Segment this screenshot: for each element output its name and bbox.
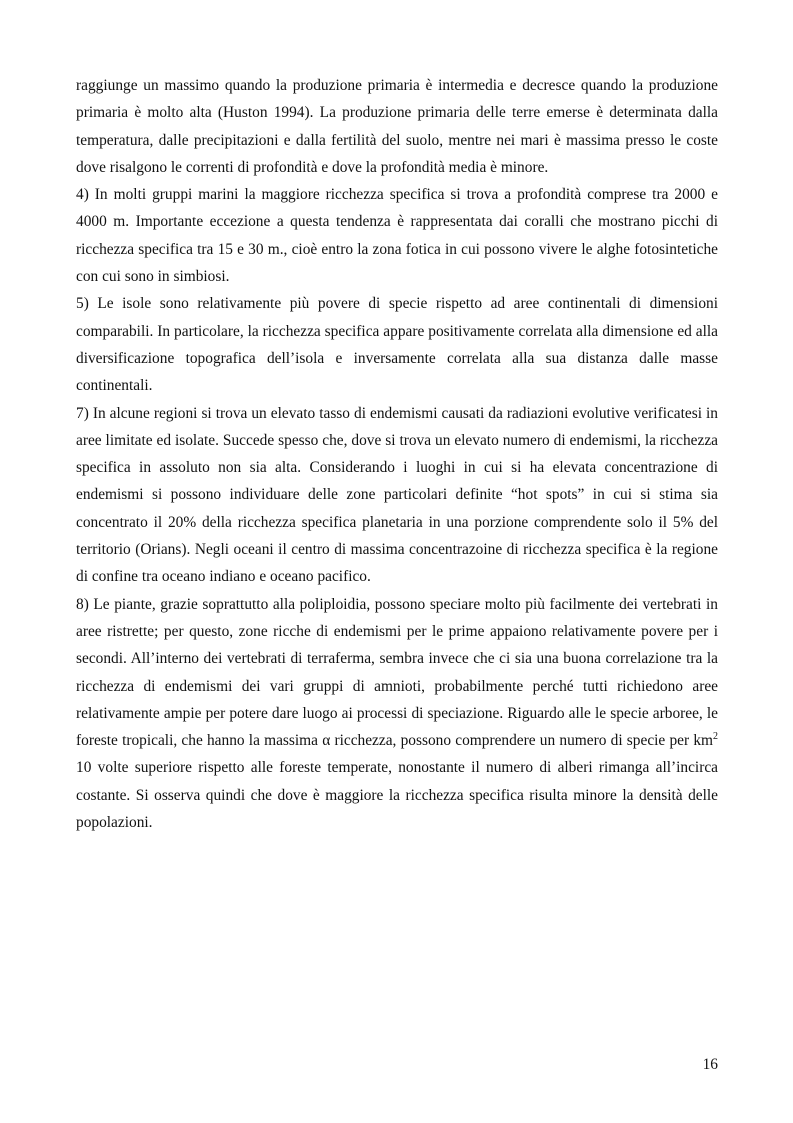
- paragraph-point-7: 7) In alcune regioni si trova un elevato tasso di endemismi causati da radiazioni evolutive verificatesi in aree limitate ed isolate. Succede spesso che, dove si trova un elevato numero di endemismi, la ricchezza specifica in assoluto non sia alta. Considerando i luoghi in cui si ha elevata concentrazione di endemismi si possono individuare delle zone particolari definite “hot spots” in cui si stima sia concentrato il 20% della ricchezza specifica planetaria in una porzione comprendente solo il 5% del territorio (Orians). Negli oceani il centro di massima concentrazoine di ricchezza specifica è la regione di confine tra oceano indiano e oceano pacifico.: [76, 404, 718, 586]
- paragraph-point-8-text: 8) Le piante, grazie soprattutto alla poliploidia, possono speciare molto più facilmente dei vertebrati in aree ristrette; per questo, zone ricche di endemismi per le prime appaiono relativamente povere per i secondi. All’interno dei vertebrati di terraferma, sembra invece che ci sia una buona correlazione tra la ricchezza di endemismi dei vari gruppi di amnioti, probabilmente perché tutti richiedono aree relativamente ampie per potere dare luogo ai processi di speciazione. Riguardo alle le specie arboree, le foreste tropicali, che hanno la massima α ricchezza, possono comprendere un numero di specie per km: [76, 595, 718, 750]
- paragraph-continuation: raggiunge un massimo quando la produzione primaria è intermedia e decresce quando la produzione primaria è molto alta (Huston 1994). La produzione primaria delle terre emerse è determinata dalla temperatura, dalle precipitazioni e dalla fertilità del suolo, mentre nei mari è massima presso le coste dove risalgono le correnti di profondità e dove la profondità media è minore.: [76, 77, 718, 176]
- km-squared-superscript: 2: [713, 731, 718, 743]
- paragraph-point-5: 5) Le isole sono relativamente più povere di specie rispetto ad aree continentali di dimensioni comparabili. In particolare, la ricchezza specifica appare positivamente correlata alla dimensione ed alla diversificazione topografica dell’isola e inversamente correlata alla sua distanza dalle masse continentali.: [76, 295, 718, 395]
- body-text: [76, 72, 718, 836]
- paragraph-point-8-text-end: 10 volte superiore rispetto alle foreste temperate, nonostante il numero di alberi rimanga all’incirca costante. Si osserva quindi che dove è maggiore la ricchezza specifica risulta minore la densità delle popolazioni.: [76, 759, 718, 832]
- paragraph-point-4: 4) In molti gruppi marini la maggiore ricchezza specifica si trova a profondità comprese tra 2000 e 4000 m. Importante eccezione a questa tendenza è rappresentata dai coralli che mostrano picchi di ricchezza specifica tra 15 e 30 m., cioè entro la zona fotica in cui possono vivere le alghe fotosintetiche con cui sono in simbiosi.: [76, 186, 718, 286]
- paragraph-point-8: [76, 591, 718, 837]
- page-number: 16: [702, 1056, 718, 1073]
